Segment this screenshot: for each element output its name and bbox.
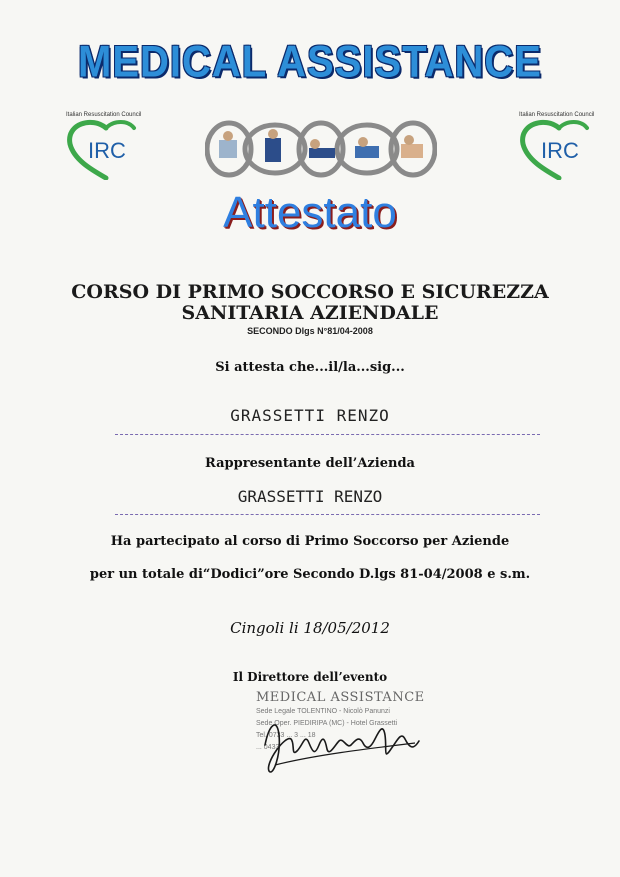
irc-logo-right: [515, 112, 615, 182]
stamp-line: ... 0433: [256, 744, 280, 751]
stamp-line: Tel. 0733 ... 3 ... 18: [256, 732, 316, 739]
irc-logo-text: IRC: [541, 138, 579, 163]
company-dotted-line: [115, 514, 540, 515]
attestation-text: Si attesta che...il/la...sig...: [215, 360, 405, 375]
company-name: GRASSETTI RENZO: [237, 487, 383, 506]
irc-logo-text: IRC: [88, 138, 126, 163]
director-label: Il Direttore dell’evento: [232, 670, 388, 684]
participant-name: GRASSETTI RENZO: [230, 406, 390, 425]
organization-title: MEDICAL ASSISTANCE: [78, 37, 542, 87]
irc-caption: Italian Resuscitation Council: [519, 112, 595, 118]
participation-text-line2: per un totale di“Dodici”ore Secondo D.lgs 81-04/2008 e s.m.: [89, 567, 531, 582]
course-title-line2: SANITARIA AZIENDALE: [181, 302, 439, 324]
irc-caption: Italian Resuscitation Council: [66, 112, 142, 118]
representative-label: Rappresentante dell’Azienda: [205, 456, 415, 471]
stamp-line: Sede Oper. PIEDIRIPA (MC) - Hotel Grassetti: [256, 720, 398, 727]
chain-of-survival-illustration: [205, 118, 437, 180]
decree-reference: SECONDO Dlgs N°81/04-2008: [247, 326, 373, 336]
name-dotted-line: [115, 434, 540, 435]
course-title-line1: CORSO DI PRIMO SOCCORSO E SICUREZZA: [71, 281, 549, 303]
document-title: Attestato: [223, 188, 397, 237]
director-signature: [255, 705, 430, 780]
participation-text-line1: Ha partecipato al corso di Primo Soccorso per Aziende: [110, 534, 510, 549]
place-and-date: Cingoli li 18/05/2012: [230, 619, 390, 637]
irc-logo-left: [62, 112, 162, 182]
stamp-line: Sede Legale TOLENTINO - Nicolò Panunzi: [256, 708, 390, 715]
stamp-title: MEDICAL ASSISTANCE: [256, 690, 425, 705]
